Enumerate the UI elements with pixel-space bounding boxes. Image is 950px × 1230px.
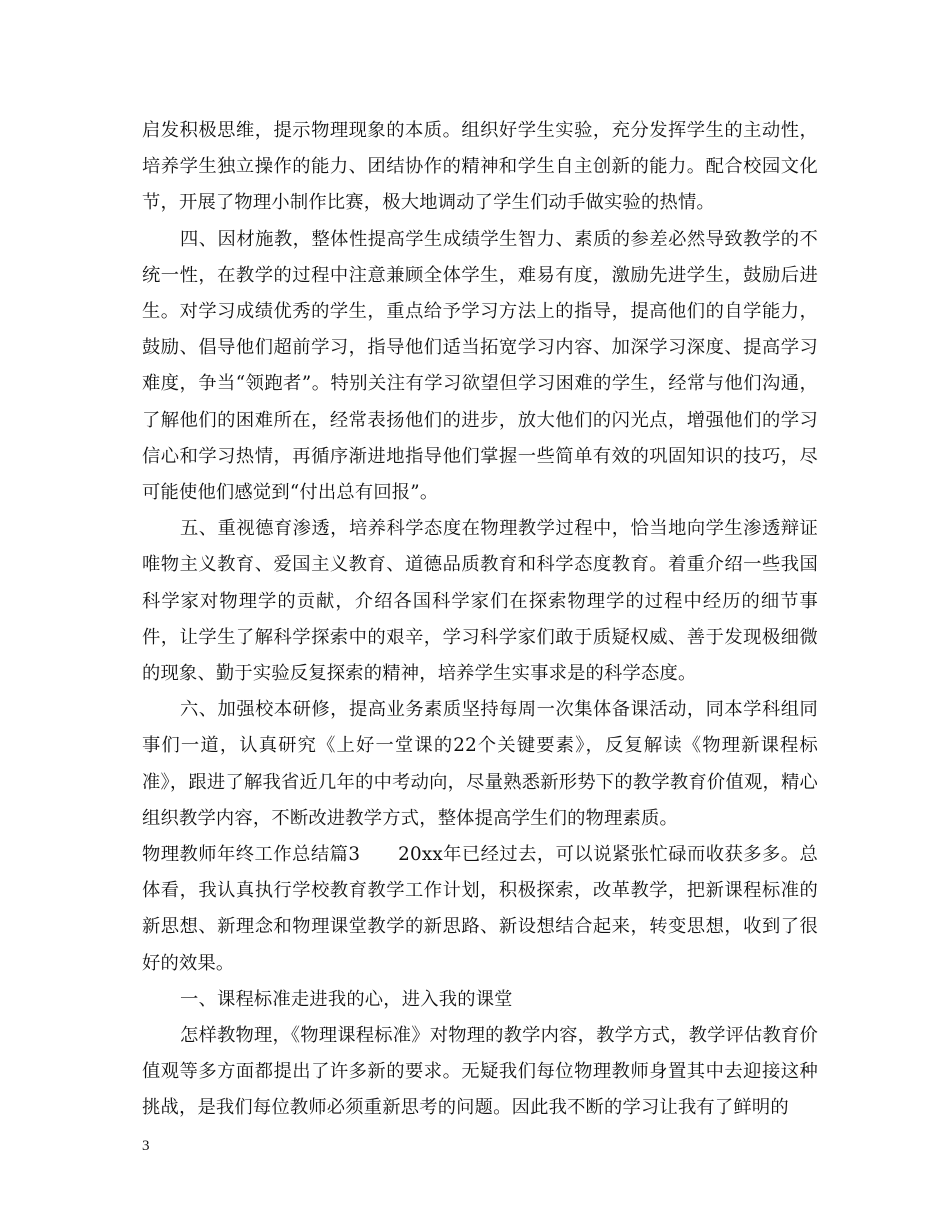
document-body	[142, 113, 818, 1127]
paragraph-four: 四、因材施教，整体性提高学生成绩学生智力、素质的参差必然导致教学的不统一性，在教学的过程中注意兼顾全体学生，难易有度，激励先进学生，鼓励后进生。对学习成绩优秀的学生，重点给予学习方法上的指导，提高他们的自学能力，鼓励、倡导他们超前学习，指导他们适当拓宽学习内容、加深学习深度、提高学习难度，争当“领跑者”。特别关注有学习欲望但学习困难的学生，经常与他们沟通，了解他们的困难所在，经常表扬他们的进步，放大他们的闪光点，增强他们的学习信心和学习热情，再循序渐进地指导他们掌握一些简单有效的巩固知识的技巧，尽可能使他们感觉到“付出总有回报”。	[142, 228, 818, 504]
paragraph-six: 六、加强校本研修，提高业务素质坚持每周一次集体备课活动，同本学科组同事们一道，认真研究《上好一堂课的22个关键要素》，反复解读《物理新课程标准》，跟进了解我省近几年的中考动向，尽量熟悉新形势下的教学教育价值观，精心组织教学内容，不断改进教学方式，整体提高学生们的物理素质。	[142, 699, 818, 829]
paragraph-continuation: 启发积极思维，提示物理现象的本质。组织好学生实验，充分发挥学生的主动性，培养学生独立操作的能力、团结协作的精神和学生自主创新的能力。配合校园文化节，开展了物理小制作比赛，极大地调动了学生们动手做实验的热情。	[142, 120, 818, 214]
section-start	[142, 837, 818, 982]
section-intro: 20xx年已经过去，可以说紧张忙碌而收获多多。总体看，我认真执行学校教育教学工作计划，积极探索，改革教学，把新课程标准的新思想、新理念和物理课堂教学的新思路、新设想结合起来，转变思想，收到了很好的效果。	[142, 844, 819, 974]
paragraph-five: 五、重视德育渗透，培养科学态度在物理教学过程中，恰当地向学生渗透辩证唯物主义教育、爱国主义教育、道德品质教育和科学态度教育。着重介绍一些我国科学家对物理学的贡献，介绍各国科学家们在探索物理学的过程中经历的细节事件，让学生了解科学探索中的艰辛，学习科学家们敢于质疑权威、善于发现极细微的现象、勤于实验反复探索的精神，培养学生实事求是的科学态度。	[142, 518, 818, 685]
subheading: 一、课程标准走进我的心，进入我的课堂	[180, 988, 513, 1010]
page-number: 3	[142, 1138, 150, 1154]
section-title: 物理教师年终工作总结篇3	[142, 844, 361, 866]
paragraph-last: 怎样教物理，《物理课程标准》对物理的教学内容，教学方式，教学评估教育价值观等多方面都提出了许多新的要求。无疑我们每位物理教师身置其中去迎接这种挑战，是我们每位教师必须重新思考的问题。因此我不断的学习让我有了鲜明的	[142, 1025, 818, 1119]
